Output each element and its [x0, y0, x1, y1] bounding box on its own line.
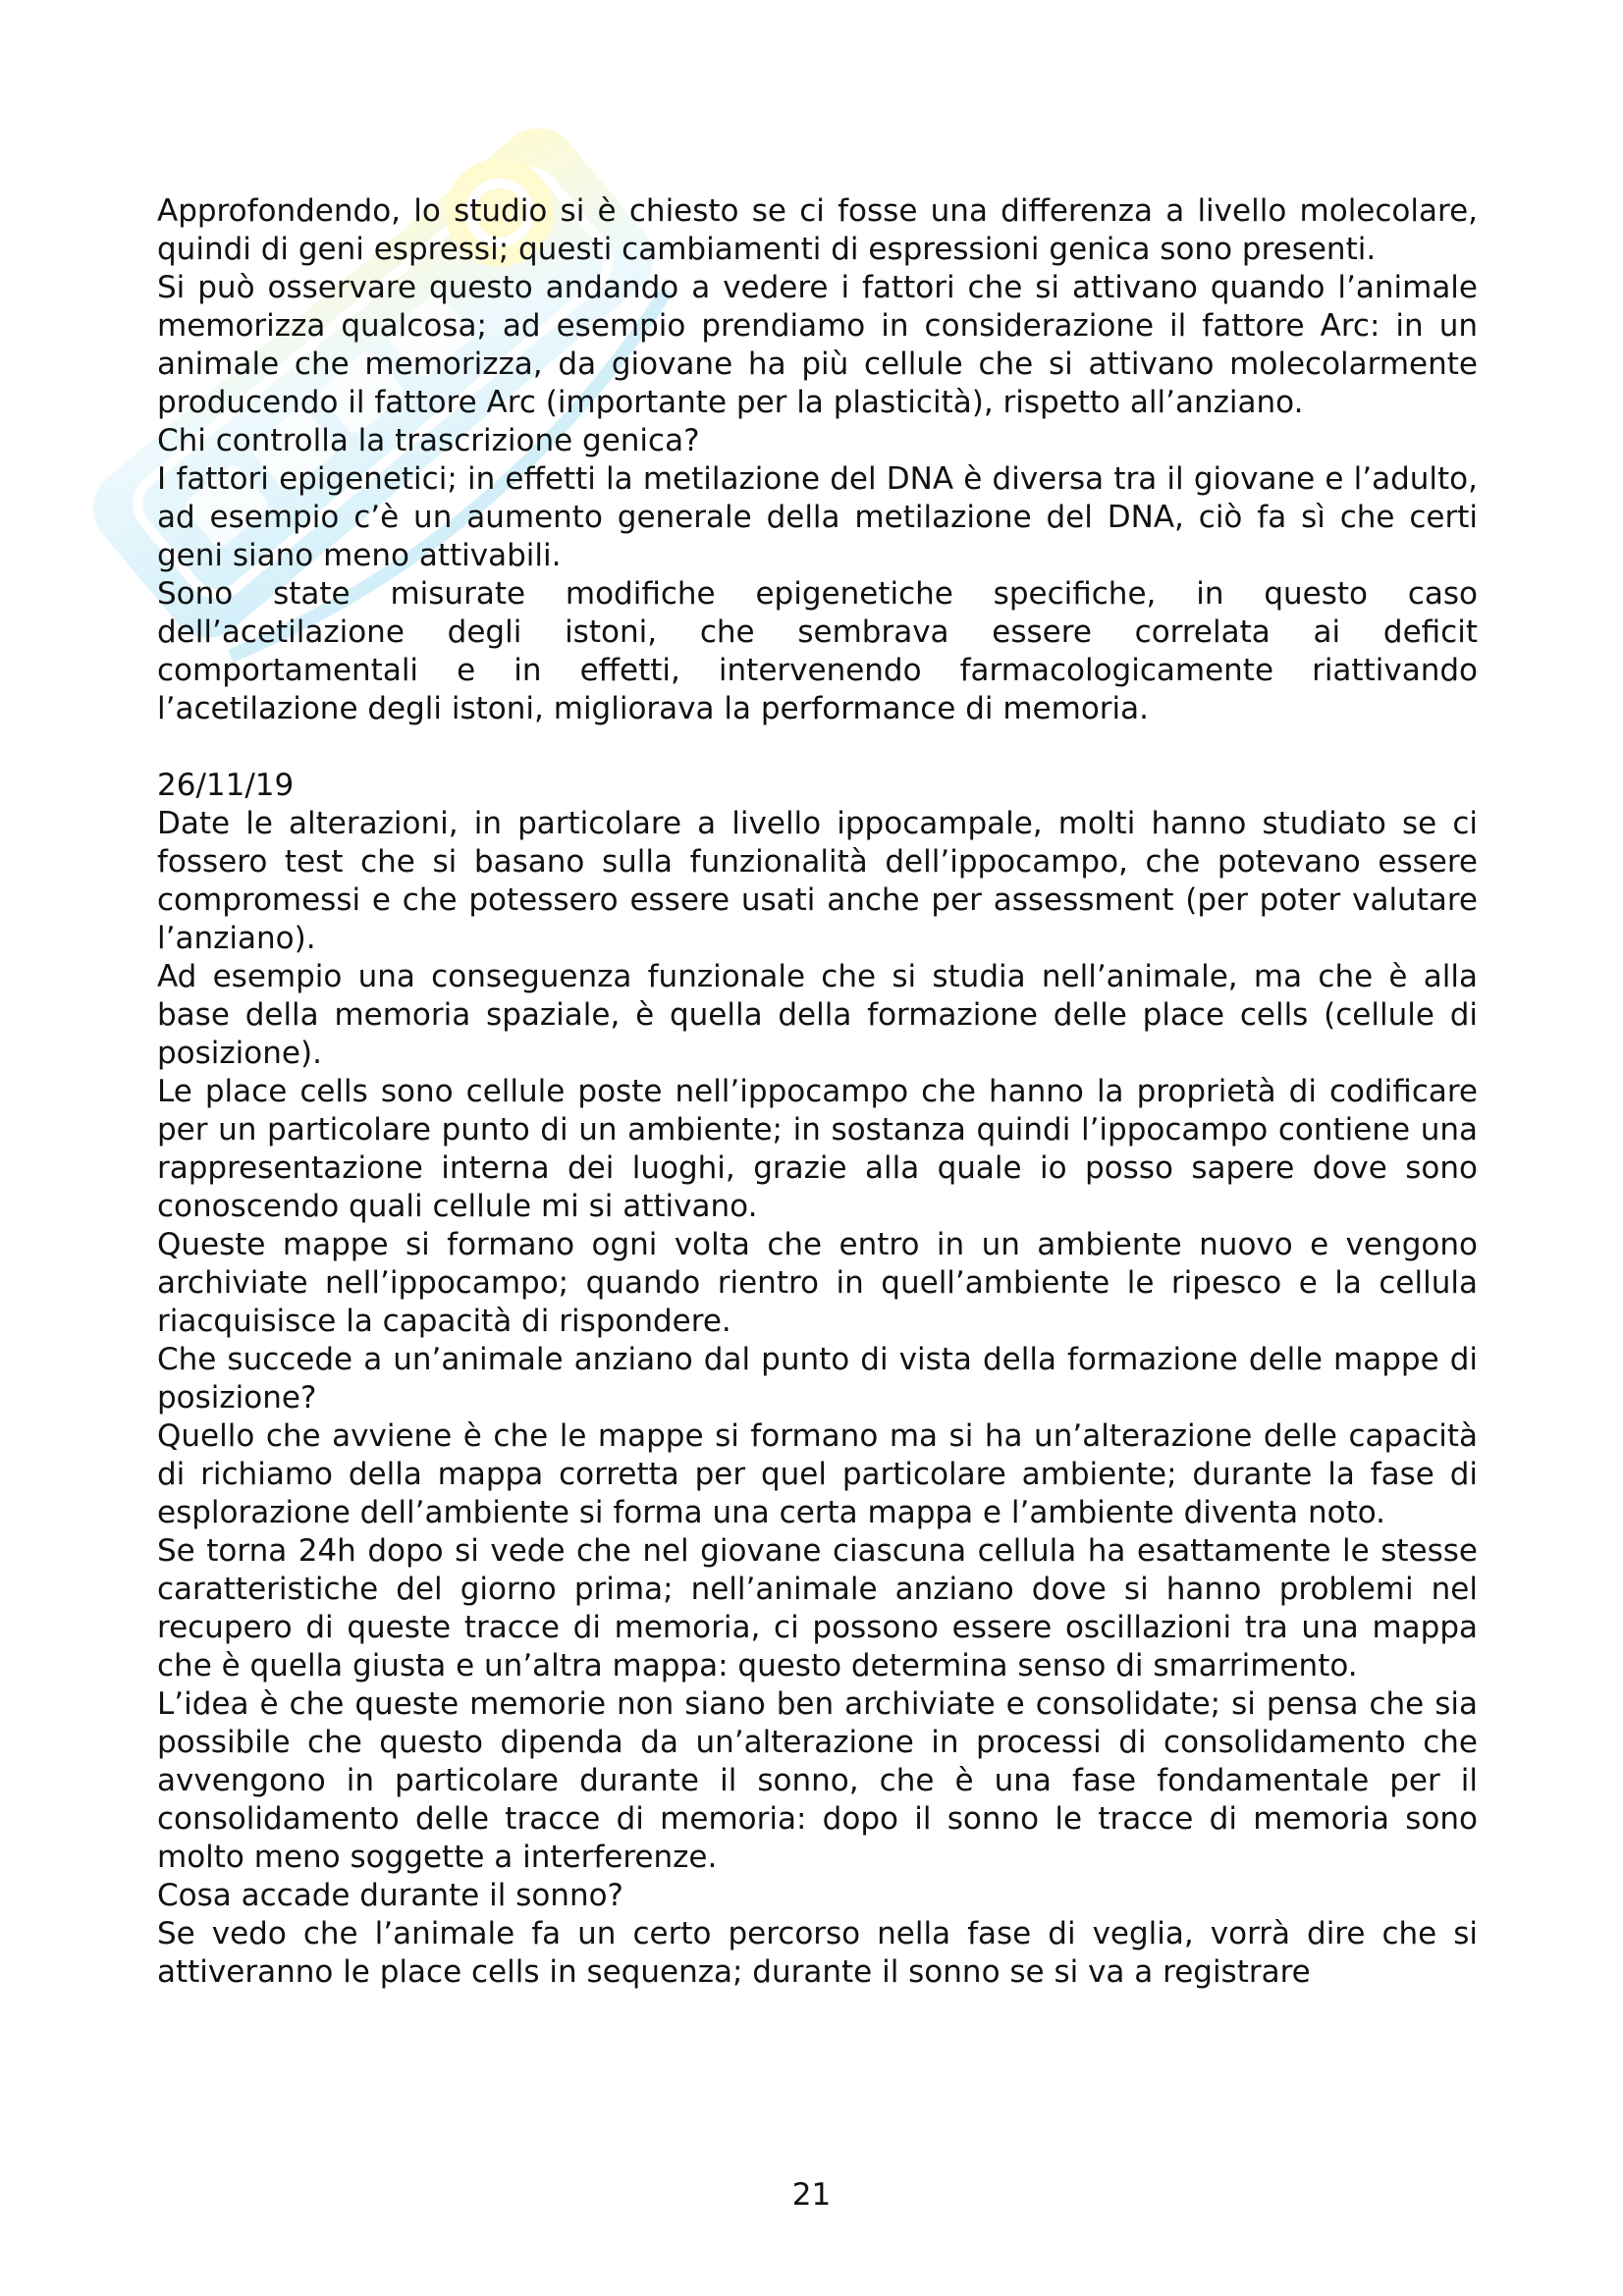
paragraph: Ad esempio una conseguenza funzionale che si studia nell’animale, ma che è alla base della memoria spaziale, è quella della formazione delle place cells (cellule di posizione). — [157, 959, 1478, 1071]
paragraph: Si può osservare questo andando a vedere i fattori che si attivano quando l’animale memorizza qualcosa; ad esempio prendiamo in considerazione il fattore Arc: in un animale che memorizza, da giovane ha più cellule che si attivano molecolarmente producendo il fattore Arc (importante per la plasticità), rispetto all’anziano. — [157, 270, 1478, 420]
paragraph: Quello che avviene è che le mappe si formano ma si ha un’alterazione delle capacità di richiamo della mappa corretta per quel particolare ambiente; durante la fase di esplorazione dell’ambiente si forma una certa mappa e l’ambiente diventa noto. — [157, 1418, 1478, 1530]
page-number: 21 — [791, 2177, 832, 2213]
paragraph: L’idea è che queste memorie non siano ben archiviate e consolidate; si pensa che sia possibile che questo dipenda da un’alterazione in processi di consolidamento che avvengono in particolare durante il sonno, che è una fase fondamentale per il consolidamento delle tracce di memoria: dopo il sonno le tracce di memoria sono molto meno soggette a interferenze. — [157, 1686, 1478, 1875]
paragraph: Approfondendo, lo studio si è chiesto se ci fosse una differenza a livello molecolare, quindi di geni espressi; questi cambiamenti di espressioni genica sono presenti. — [157, 193, 1478, 267]
paragraph: I fattori epigenetici; in effetti la metilazione del DNA è diversa tra il giovane e l’adulto, ad esempio c’è un aumento generale della metilazione del DNA, ciò fa sì che certi geni siano meno attivabili. — [157, 461, 1478, 573]
paragraph: Chi controlla la trascrizione genica? — [157, 423, 700, 458]
section-date: 26/11/19 — [157, 768, 295, 803]
paragraph: Che succede a un’animale anziano dal punto di vista della formazione delle mappe di posizione? — [157, 1342, 1478, 1415]
paragraph: Date le alterazioni, in particolare a livello ippocampale, molti hanno studiato se ci fossero test che si basano sulla funzionalità dell’ippocampo, che potevano essere compromessi e che potessero essere usati anche per assessment (per poter valutare l’anziano). — [157, 806, 1478, 956]
paragraph: Queste mappe si formano ogni volta che entro in un ambiente nuovo e vengono archiviate nell’ippocampo; quando rientro in quell’ambiente le ripesco e la cellula riacquisisce la capacità di rispondere. — [157, 1227, 1478, 1339]
paragraph: Se vedo che l’animale fa un certo percorso nella fase di veglia, vorrà dire che si attiveranno le place cells in sequenza; durante il sonno se si va a registrare — [157, 1916, 1478, 1990]
paragraph: Sono state misurate modifiche epigenetiche specifiche, in questo caso dell’acetilazione degli istoni, che sembrava essere correlata ai deficit comportamentali e in effetti, intervenendo farmacologicamente riattivando l’acetilazione degli istoni, migliorava la performance di memoria. — [157, 576, 1478, 726]
paragraph: Le place cells sono cellule poste nell’ippocampo che hanno la proprietà di codificare per un particolare punto di un ambiente; in sostanza quindi l’ippocampo contiene una rappresentazione interna dei luoghi, grazie alla quale io posso sapere dove sono conoscendo quali cellule mi si attivano. — [157, 1074, 1478, 1224]
paragraph: Cosa accade durante il sonno? — [157, 1878, 624, 1913]
main-text — [157, 192, 1478, 1992]
paragraph: Se torna 24h dopo si vede che nel giovane ciascuna cellula ha esattamente le stesse caratteristiche del giorno prima; nell’animale anziano dove si hanno problemi nel recupero di queste tracce di memoria, ci possono essere oscillazioni tra una mappa che è quella giusta e un’altra mappa: questo determina senso di smarrimento. — [157, 1533, 1478, 1683]
